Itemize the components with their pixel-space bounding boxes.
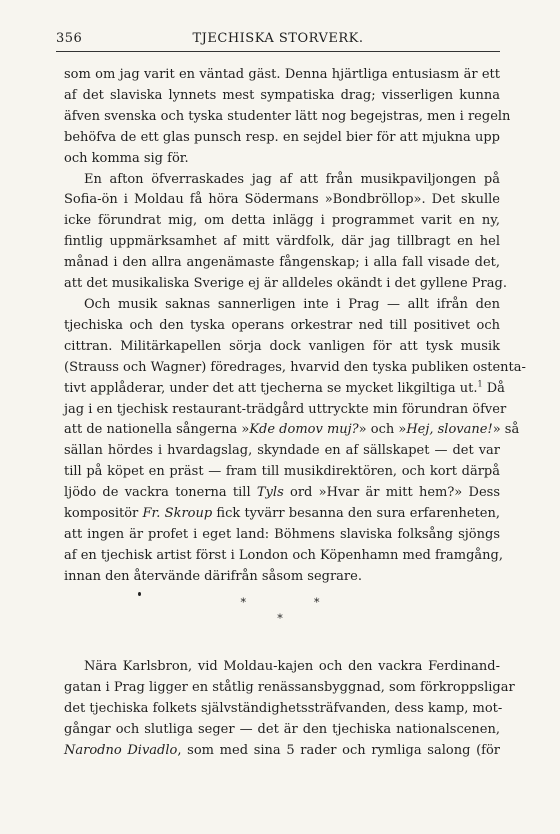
text-fragment: » så <box>492 422 520 438</box>
text-fragment: att de nationella sångerna » <box>64 422 250 438</box>
text-line: Nära Karlsbron, vid Moldau-kajen och den vackra Ferdinand- <box>84 659 500 674</box>
text-line: jag i en tjechisk restaurant-trädgård uttryckte min förundran öfver <box>64 401 507 417</box>
asterisk: * <box>277 612 283 625</box>
text-line: gångar och slutliga seger — det är den tjechiska nationalscenen, <box>64 721 500 737</box>
section-break-stars-top <box>0 596 560 609</box>
song-title-kde-domov: Kde domov muj? <box>249 422 359 438</box>
text-line: af det slaviska lynnets mest sympatiska drag; visserligen kunna <box>64 87 500 103</box>
text-line: behöfva de ett glas punsch resp. en sejdel bier för att mjukna upp <box>64 129 500 145</box>
running-title: TJECHISKA STORVERK. <box>192 31 364 46</box>
text-fragment: , som med sina 5 rader och rymliga salong (för <box>177 742 500 758</box>
text-fragment: ljödo de vackra tonerna till <box>64 485 257 501</box>
text-line: att ingen är profet i eget land: Böhmens slaviska folksång sjöngs <box>64 526 500 542</box>
author-tyl: Tyls <box>256 485 284 501</box>
footnote-marker: 1 <box>477 379 483 389</box>
text-line: det tjechiska folkets självständighetssträfvanden, dess kamp, mot- <box>64 700 503 716</box>
text-line: cittran. Militärkapellen sörja dock vanligen för att tysk musik <box>64 338 500 354</box>
text-fragment: Då <box>482 380 505 396</box>
page-number: 356 <box>56 31 83 46</box>
text-line: icke förundrat mig, om detta inlägg i programmet varit en ny, <box>64 213 500 229</box>
text-line <box>64 483 500 504</box>
text-line: fintlig uppmärksamhet af mitt värdfolk, där jag tillbragt en hel <box>64 234 500 250</box>
text-line: En afton öfverraskades jag af att från musikpaviljongen på <box>84 171 500 187</box>
text-line <box>64 379 505 400</box>
body-text-section-2 <box>64 657 515 762</box>
page-header <box>56 31 500 52</box>
asterisk: * <box>314 596 320 609</box>
body-text <box>64 65 526 588</box>
text-line: till på köpet en präst — fram till musikdirektören, och kort därpå <box>64 464 500 480</box>
text-line: och komma sig för. <box>64 150 189 166</box>
text-fragment: » och » <box>358 422 407 438</box>
theatre-name: Narodno Divadlo <box>64 742 178 758</box>
text-line: som om jag varit en väntad gäst. Denna hjärtliga entusiasm är ett <box>64 67 500 82</box>
song-title-hej-slovane: Hej, slovane! <box>406 422 493 438</box>
asterisk: * <box>240 596 246 609</box>
composer-skroup: Fr. Skroup <box>142 506 213 522</box>
text-line: månad i den allra angenämaste fångenskap; i alla fall visade det, <box>64 255 500 271</box>
text-line: innan den återvände därifrån såsom segrare. <box>64 568 362 584</box>
text-line: Och musik saknas sannerligen inte i Prag — allt ifrån den <box>84 296 500 312</box>
text-line: äfven svenska och tyska studenter lätt nog begejstras, men i regeln <box>64 108 511 124</box>
text-fragment: ord »Hvar är mitt hem?» Dess <box>283 485 500 501</box>
text-line <box>64 741 500 762</box>
text-line <box>64 504 500 525</box>
text-line: gatan i Prag ligger en ståtlig renässansbyggnad, som förkroppsligar <box>64 679 515 695</box>
text-line: att det musikaliska Sverige ej är alldeles okändt i det gyllene Prag. <box>64 276 507 292</box>
text-line: (Strauss och Wagner) föredrages, hvarvid den tyska publiken ostenta- <box>64 359 526 375</box>
section-break-star-bottom <box>0 612 560 625</box>
text-line: tjechiska och den tyska operans orkestrar ned till positivet och <box>64 317 500 333</box>
text-fragment: tivt applåderar, under det att tjecherna se mycket likgiltiga ut. <box>64 380 478 396</box>
text-fragment: kompositör <box>64 506 143 522</box>
text-line: Sofia-ön i Moldau få höra Södermans »Bondbröllop». Det skulle <box>64 192 500 208</box>
text-line: af en tjechisk artist först i London och Köpenhamn med framgång, <box>64 547 503 563</box>
text-fragment: fick tyvärr besanna den sura erfarenheten, <box>212 506 500 522</box>
text-line: sällan hördes i hvardagslag, skyndade en af sällskapet — det var <box>64 443 500 459</box>
text-line <box>64 420 520 441</box>
